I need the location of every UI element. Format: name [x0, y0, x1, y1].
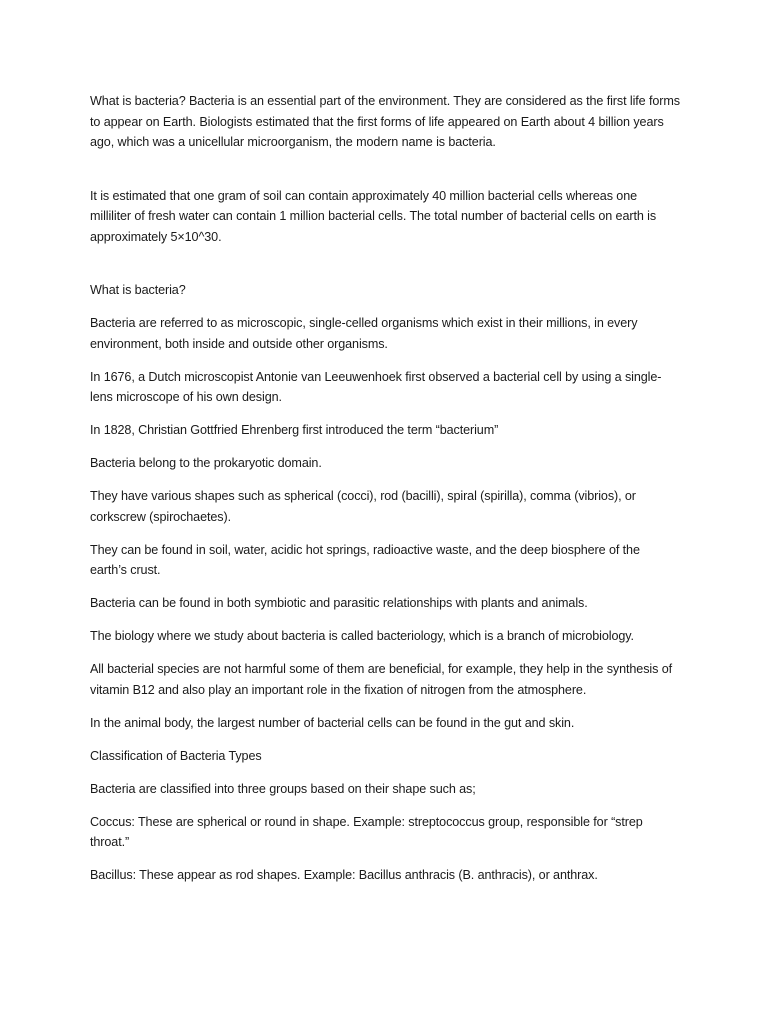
heading-classification: Classification of Bacteria Types [90, 748, 262, 763]
paragraph-bacillus: Bacillus: These appear as rod shapes. Example: Bacillus anthracis (B. anthracis), or anthrax. [90, 868, 598, 882]
paragraph-three-groups: Bacteria are classified into three groups based on their shape such as; [90, 781, 476, 796]
paragraph-bacteriology: The biology where we study about bacteria is called bacteriology, which is a branch of microbiology. [90, 629, 634, 643]
paragraph-bacteria-count: It is estimated that one gram of soil can contain approximately 40 million bacterial cells whereas one milliliter of fresh water can contain 1 million bacterial cells. The total number of bacterial cells on earth is approximately 5×10^30. [90, 188, 657, 244]
paragraph-intro: What is bacteria? Bacteria is an essential part of the environment. They are considered as the first life forms to appear on Earth. Biologists estimated that the first forms of life appeared on Earth about 4 billion years ago, which was a unicellular microorganism, the modern name is bacteria. [90, 94, 680, 149]
paragraph-beneficial: All bacterial species are not harmful some of them are beneficial, for example, they help in the synthesis of vitamin B12 and also play an important role in the fixation of nitrogen from the atmosphere. [90, 662, 673, 697]
document-body [90, 91, 680, 886]
paragraph-habitats: They can be found in soil, water, acidic hot springs, radioactive waste, and the deep biosphere of the earth’s crust. [90, 542, 640, 577]
paragraph-leeuwenhoek: In 1676, a Dutch microscopist Antonie van Leeuwenhoek first observed a bacterial cell by using a single-lens microscope of his own design. [90, 369, 662, 404]
paragraph-definition: Bacteria are referred to as microscopic, single-celled organisms which exist in their millions, in every environment, both inside and outside other organisms. [90, 316, 638, 351]
heading-what-is-bacteria: What is bacteria? [90, 283, 186, 297]
paragraph-domain: Bacteria belong to the prokaryotic domain. [90, 456, 322, 470]
paragraph-relationships: Bacteria can be found in both symbiotic and parasitic relationships with plants and animals. [90, 596, 588, 610]
paragraph-shapes: They have various shapes such as spherical (cocci), rod (bacilli), spiral (spirilla), comma (vibrios), or corkscrew (spirochaetes). [90, 489, 636, 524]
paragraph-ehrenberg: In 1828, Christian Gottfried Ehrenberg first introduced the term “bacterium” [90, 423, 499, 437]
paragraph-animal-body: In the animal body, the largest number of bacterial cells can be found in the gut and skin. [90, 715, 575, 730]
paragraph-coccus: Coccus: These are spherical or round in shape. Example: streptococcus group, responsible for “strep throat.” [90, 814, 643, 849]
